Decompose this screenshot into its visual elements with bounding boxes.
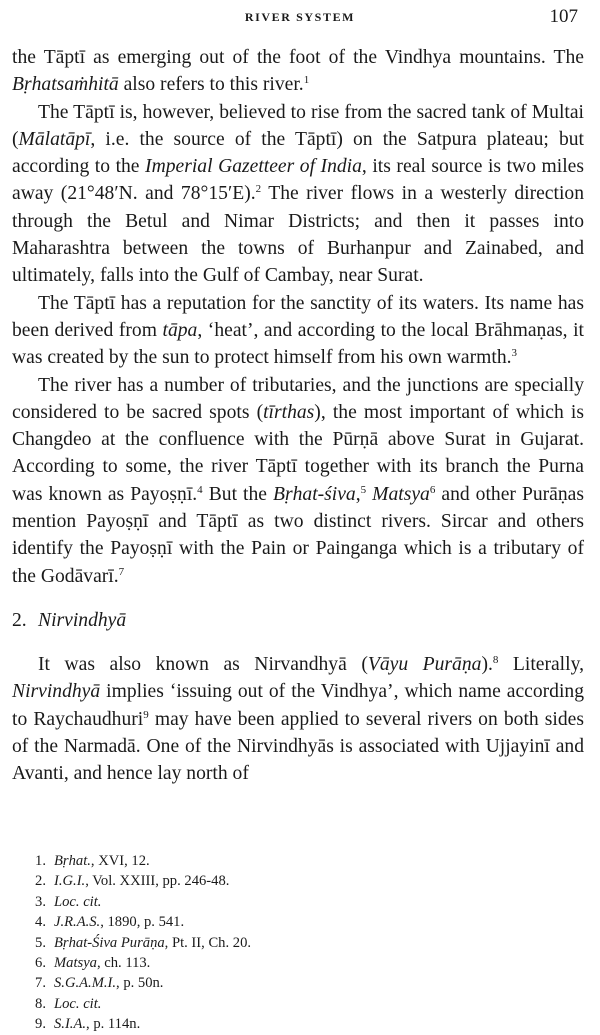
page-number: 107: [549, 6, 578, 27]
footnote-text: [54, 994, 430, 1014]
italic-text: Bṛhat.: [54, 853, 91, 869]
text-run: Literally,: [498, 653, 584, 675]
text-run: , XVI, 12.: [90, 853, 150, 869]
footnote-text: [54, 1014, 430, 1034]
text-run: implies ‘issuing out of the Vindhya’, which name according to Raychaudhuri: [12, 681, 584, 730]
paragraph: [12, 99, 584, 290]
paragraph: [12, 290, 584, 372]
body-text: [12, 44, 584, 787]
footnote: [30, 871, 430, 891]
running-header: [0, 6, 600, 32]
text-run: ,: [355, 483, 361, 505]
italic-text: J.R.A.S.: [54, 914, 101, 931]
text-run: The Tāptī is, however, believed to rise from the sacred tank of Multai (: [12, 101, 584, 150]
text-run: ).: [481, 653, 493, 675]
italic-text: Bṛhat-śiva: [273, 483, 356, 505]
footnote: [30, 912, 430, 932]
italic-text: Loc. cit.: [54, 995, 102, 1012]
footnote-number: 5.: [35, 934, 46, 951]
footnote: [30, 933, 430, 953]
footnote-number: 9.: [35, 1016, 46, 1033]
footnote: [30, 973, 430, 993]
footnote-text: [54, 912, 430, 932]
footnote-marker: 1: [303, 74, 310, 87]
italic-text: Bṛhatsaṁhitā: [12, 74, 119, 96]
italic-text: S.G.A.M.I.: [54, 975, 117, 992]
italic-text: Matsya: [54, 955, 97, 972]
footnote-number: 7.: [35, 975, 46, 992]
text-run: The Tāptī has a reputation for the sanctity of its waters. Its name has been derived from: [12, 292, 584, 341]
section-heading: [12, 607, 584, 634]
text-run: , i.e. the source of the Tāptī) on the Satpura plateau; but according to the: [12, 128, 584, 178]
paragraph: [12, 372, 584, 590]
footnote-number: 6.: [35, 955, 46, 972]
footnotes: [30, 851, 430, 1035]
footnote-marker: 9: [143, 708, 149, 721]
italic-text: Imperial Gazetteer of India: [145, 156, 362, 178]
footnote-text: [54, 851, 430, 871]
footnote-text: [54, 892, 430, 912]
italic-text: Nirvindhyā: [12, 681, 101, 703]
footnote: [30, 953, 430, 973]
footnote-marker: 7: [118, 565, 125, 578]
text-run: may have been applied to several rivers on both sides of the Narmadā. One of the Nirvindhyās is associated with Ujjayinī and Avanti, and hence lay north of: [12, 708, 584, 785]
text-run: , ‘heat’, and according to the local Brāhmaṇas, it was created by the sun to protect himself from his own warmth.: [12, 319, 584, 369]
footnote-marker: 4: [197, 483, 203, 496]
text-run: But the: [202, 483, 273, 505]
paragraph: [12, 651, 584, 787]
footnote-number: 4.: [35, 914, 46, 931]
text-run: and other Purāṇas mention Payoṣṇī and Tāptī as two distinct rivers. Sircar and others identify the Payoṣṇī with the Pain or Painganga which is a tributary of the Godāvarī.: [12, 483, 585, 587]
footnote-text: [54, 871, 430, 891]
section-title: Nirvindhyā: [38, 609, 127, 631]
text-run: the Tāptī as emerging out of the foot of the Vindhya mountains. The: [12, 47, 584, 68]
footnote-marker: 6: [429, 483, 436, 496]
footnote-number: 1.: [35, 853, 46, 869]
footnote-number: 2.: [35, 873, 46, 890]
text-run: , p. 114n.: [86, 1016, 141, 1033]
text-run: , its real source is two miles away (21°48′N. and 78°15′E).: [12, 156, 584, 205]
footnote: [30, 994, 430, 1014]
footnote-marker: 2: [255, 183, 262, 196]
footnote-number: 3.: [35, 893, 46, 910]
italic-text: S.I.A.: [54, 1016, 87, 1033]
paragraph: [12, 44, 584, 99]
text-run: , Vol. XXIII, pp. 246-48.: [85, 873, 230, 890]
text-run: The river has a number of tributaries, and the junctions are specially considered to be sacred spots (: [12, 374, 584, 423]
footnote: [30, 892, 430, 912]
italic-text: I.G.I.: [54, 873, 86, 890]
italic-text: Bṛhat-Śiva Purāṇa: [54, 934, 165, 951]
italic-text: tāpa: [162, 319, 198, 341]
italic-text: Vāyu Purāṇa: [367, 653, 482, 675]
section-number: 2.: [12, 609, 27, 631]
text-run: , ch. 113.: [96, 955, 151, 972]
footnote-marker: 8: [492, 653, 499, 666]
text-run: The river flows in a westerly direction through the Betul and Nimar Districts; and then it passes into Maharashtra between the towns of Burhanpur and Zainabed, and ultimately, falls into the Gulf of Cambay, near Surat.: [12, 183, 584, 287]
footnote-text: [54, 953, 430, 973]
italic-text: tīrthas: [263, 401, 315, 423]
footnote-text: [54, 973, 430, 993]
footnote-number: 8.: [35, 995, 46, 1012]
running-title: RIVER SYSTEM: [244, 10, 356, 24]
text-run: , 1890, p. 541.: [100, 914, 185, 931]
footnote-marker: 5: [360, 483, 367, 496]
italic-text: Matsya: [372, 483, 430, 505]
text-run: It was also known as Nirvandhyā (: [38, 653, 368, 675]
footnote-marker: 3: [511, 347, 518, 360]
text-run: , p. 50n.: [116, 975, 164, 992]
footnote: [30, 1014, 430, 1034]
footnote-text: [54, 933, 430, 953]
text-run: , Pt. II, Ch. 20.: [164, 934, 252, 951]
footnote: [30, 851, 430, 871]
italic-text: Loc. cit.: [54, 893, 102, 910]
text-run: ), the most important of which is Changdeo at the confluence with the Pūrṇā above Surat in Gujarat. According to some, the river Tāptī together with its branch the Purna was known as Payoṣṇī.: [12, 401, 584, 505]
italic-text: Mālatāpī: [18, 128, 91, 150]
text-run: also refers to this river.: [118, 74, 304, 96]
